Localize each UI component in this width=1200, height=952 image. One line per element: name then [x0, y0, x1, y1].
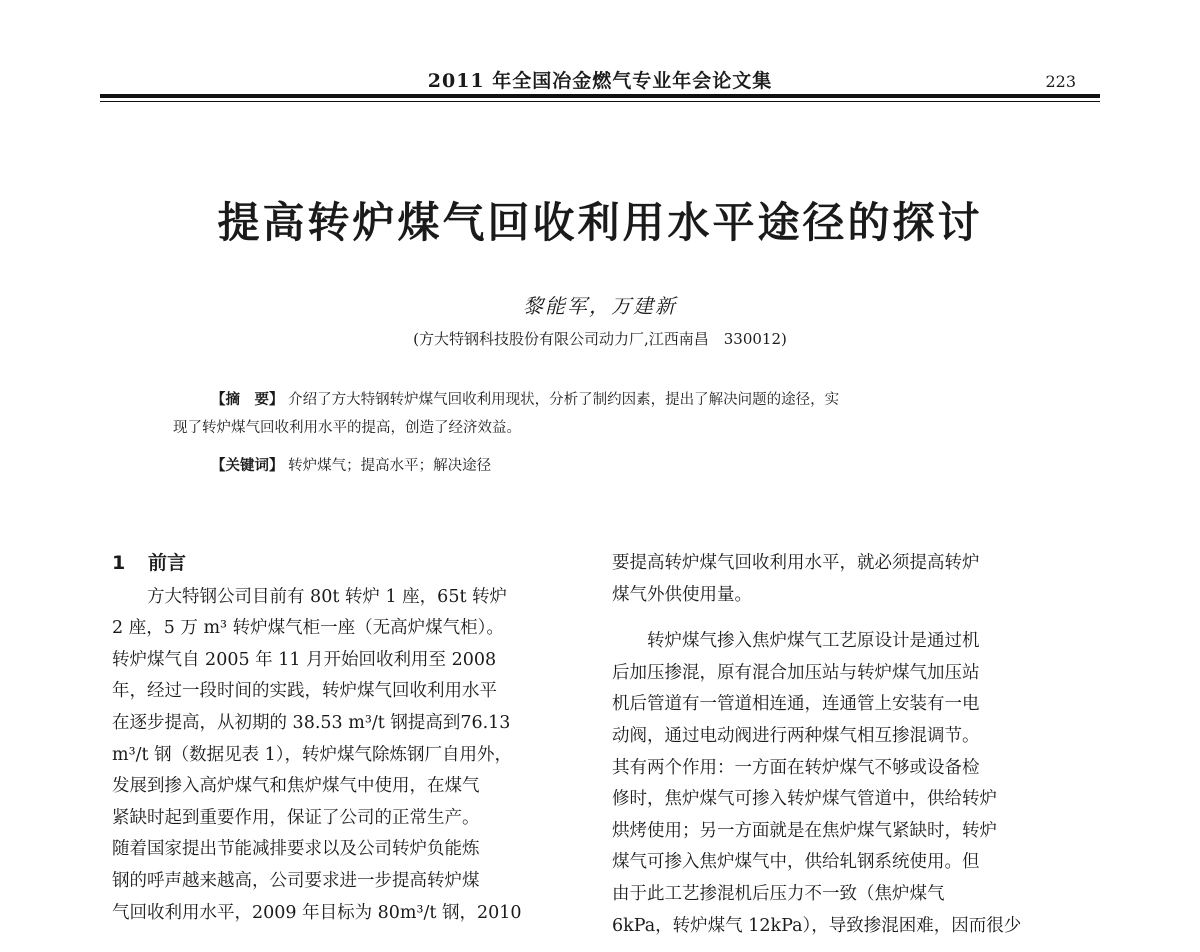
text-line: m³/t 钢（数据见表 1），转炉煤气除炼钢厂自用外， [112, 744, 513, 765]
abstract-line-1: 介绍了方大特钢转炉煤气回收利用现状，分析了制约因素，提出了解决问题的途径，实 [288, 392, 840, 408]
right-paragraph-1 [612, 548, 1084, 611]
section-title: 前言 [148, 552, 187, 574]
text-line: 气回收利用水平，2009 年目标为 80m³/t 钢，2010 [112, 902, 522, 923]
text-line: 紧缺时起到重要作用，保证了公司的正常生产。 [112, 807, 480, 828]
text-line: 修时，焦炉煤气可掺入转炉煤气管道中，供给转炉 [612, 789, 997, 810]
text-line: 钢的呼声越来越高，公司要求进一步提高转炉煤 [112, 870, 480, 891]
abstract-label: 【摘 要】 [211, 391, 284, 408]
text-line: 机后管道有一管道相连通，连通管上安装有一电 [612, 694, 980, 715]
text-line: 动阀，通过电动阀进行两种煤气相互掺混调节。 [612, 725, 980, 746]
text-line: 2 座，5 万 m³ 转炉煤气柜一座（无高炉煤气柜）。 [112, 618, 504, 639]
text-line: 煤气可掺入焦炉煤气中，供给轧钢系统使用。但 [612, 852, 980, 873]
text-line: 后加压掺混，原有混合加压站与转炉煤气加压站 [612, 662, 980, 683]
text-line: 转炉煤气自 2005 年 11 月开始回收利用至 2008 [112, 649, 497, 670]
paper-title: 提高转炉煤气回收利用水平途径的探讨 [217, 198, 983, 247]
section-number: 1 [112, 552, 126, 574]
text-line: 煤气外供使用量。 [612, 584, 752, 605]
text-line: 年，经过一段时间的实践，转炉煤气回收利用水平 [112, 681, 497, 702]
header-rule-thin [100, 101, 1100, 102]
text-line: 随着国家提出节能减排要求以及公司转炉负能炼 [112, 839, 480, 860]
right-column [612, 548, 1084, 942]
affiliation: (方大特钢科技股份有限公司动力厂,江西南昌 330012) [413, 330, 787, 348]
keywords-label: 【关键词】 [211, 457, 284, 474]
page-number: 223 [1045, 72, 1076, 91]
header-rule-thick [100, 94, 1100, 98]
section-heading [112, 548, 584, 580]
left-body [112, 582, 584, 930]
text-line: 在逐步提高，从初期的 38.53 m³/t 钢提高到76.13 [112, 712, 511, 733]
keywords-text: 转炉煤气；提高水平；解决途径 [288, 458, 492, 474]
abstract-line-2: 现了转炉煤气回收利用水平的提高，创造了经济效益。 [173, 420, 521, 436]
text-line: 方大特钢公司目前有 80t 转炉 1 座，65t 转炉 [147, 586, 508, 607]
text-line: 要提高转炉煤气回收利用水平，就必须提高转炉 [612, 553, 980, 573]
text-line: 烘烤使用；另一方面就是在焦炉煤气紧缺时，转炉 [612, 820, 997, 841]
authors: 黎能军，万建新 [523, 294, 677, 318]
right-paragraph-2 [612, 626, 1084, 942]
running-header [100, 66, 1100, 96]
text-line: 6kPa，转炉煤气 12kPa），导致掺混困难，因而很少 [612, 915, 1022, 936]
text-line: 发展到掺入高炉煤气和焦炉煤气中使用，在煤气 [112, 776, 480, 797]
keywords [211, 454, 491, 475]
left-column [112, 548, 584, 929]
abstract [173, 386, 1033, 442]
journal-title: 2011 年全国冶金燃气专业年会论文集 [427, 70, 773, 92]
text-line: 其有两个作用：一方面在转炉煤气不够或设备检 [612, 757, 980, 778]
text-line: 转炉煤气掺入焦炉煤气工艺原设计是通过机 [647, 631, 980, 652]
text-line: 由于此工艺掺混机后压力不一致（焦炉煤气 [612, 883, 945, 904]
